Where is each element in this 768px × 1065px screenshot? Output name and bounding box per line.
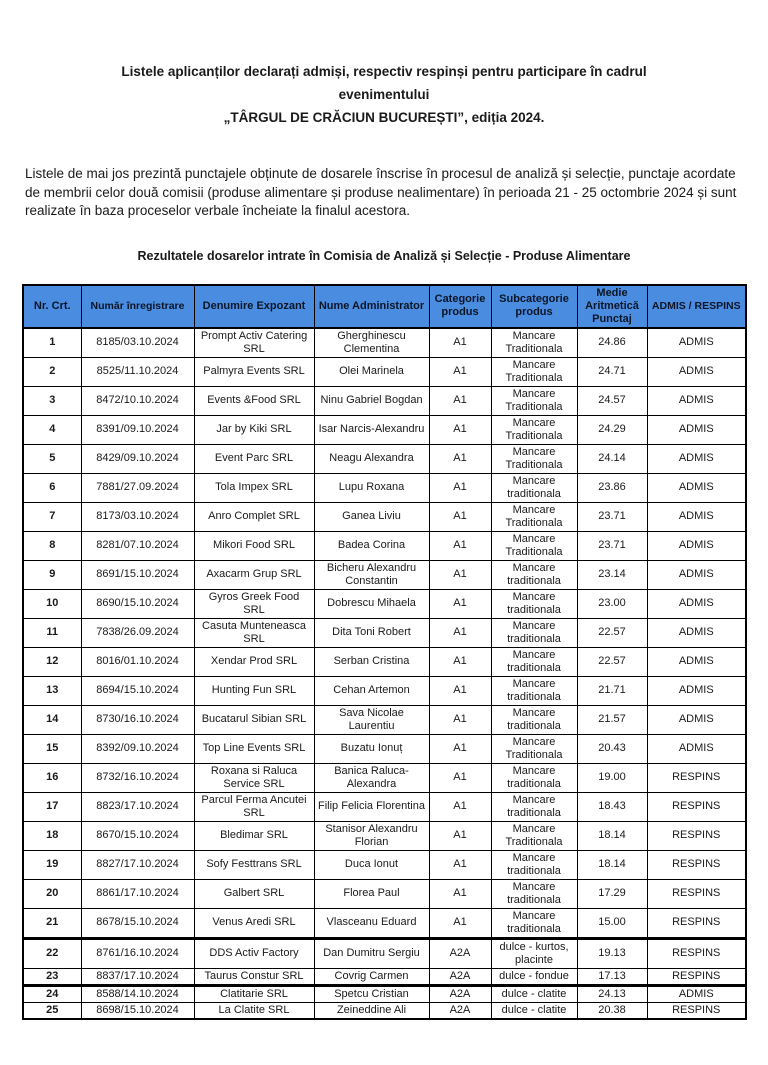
cell-nume-administrator: Sava Nicolae Laurentiu (314, 705, 429, 734)
cell-denumire-expozant: Bucatarul Sibian SRL (194, 705, 314, 734)
cell-denumire-expozant: Events &Food SRL (194, 386, 314, 415)
cell-subcategorie-produs: Mancare Traditionala (491, 502, 577, 531)
table-row (23, 850, 746, 879)
document-title-line2: „TÂRGUL DE CRĂCIUN BUCUREȘTI”, ediția 2024. (223, 110, 545, 125)
cell-nume-administrator: Stanisor Alexandru Florian (314, 821, 429, 850)
cell-denumire-expozant: Prompt Activ Catering SRL (194, 328, 314, 358)
cell-nume-administrator: Duca Ionut (314, 850, 429, 879)
cell-medie: 23.71 (577, 531, 647, 560)
cell-medie: 24.13 (577, 985, 647, 1002)
cell-medie: 19.13 (577, 938, 647, 968)
cell-subcategorie-produs: Mancare traditionala (491, 618, 577, 647)
cell-numar-inregistrare: 8761/16.10.2024 (81, 938, 194, 968)
cell-nr: 20 (23, 879, 81, 908)
table-row (23, 647, 746, 676)
cell-status: RESPINS (647, 968, 746, 985)
cell-nume-administrator: Buzatu Ionuț (314, 734, 429, 763)
table-row (23, 618, 746, 647)
cell-numar-inregistrare: 8827/17.10.2024 (81, 850, 194, 879)
cell-categorie-produs: A1 (429, 879, 491, 908)
cell-subcategorie-produs: Mancare traditionala (491, 879, 577, 908)
cell-numar-inregistrare: 8691/15.10.2024 (81, 560, 194, 589)
cell-nume-administrator: Vlasceanu Eduard (314, 908, 429, 938)
table-row (23, 328, 746, 358)
cell-categorie-produs: A1 (429, 763, 491, 792)
cell-subcategorie-produs: Mancare Traditionala (491, 734, 577, 763)
cell-medie: 24.86 (577, 328, 647, 358)
cell-numar-inregistrare: 8823/17.10.2024 (81, 792, 194, 821)
cell-subcategorie-produs: Mancare traditionala (491, 908, 577, 938)
cell-denumire-expozant: Top Line Events SRL (194, 734, 314, 763)
cell-categorie-produs: A1 (429, 792, 491, 821)
cell-status: RESPINS (647, 792, 746, 821)
cell-nr: 18 (23, 821, 81, 850)
cell-nume-administrator: Filip Felicia Florentina (314, 792, 429, 821)
cell-nr: 12 (23, 647, 81, 676)
cell-subcategorie-produs: dulce - kurtos, placinte (491, 938, 577, 968)
cell-medie: 17.29 (577, 879, 647, 908)
cell-denumire-expozant: Sofy Festtrans SRL (194, 850, 314, 879)
cell-subcategorie-produs: Mancare Traditionala (491, 328, 577, 358)
cell-medie: 17.13 (577, 968, 647, 985)
cell-medie: 24.71 (577, 357, 647, 386)
cell-numar-inregistrare: 8678/15.10.2024 (81, 908, 194, 938)
cell-status: ADMIS (647, 705, 746, 734)
cell-nume-administrator: Florea Paul (314, 879, 429, 908)
cell-status: ADMIS (647, 473, 746, 502)
cell-status: RESPINS (647, 850, 746, 879)
cell-medie: 24.57 (577, 386, 647, 415)
cell-medie: 23.71 (577, 502, 647, 531)
cell-subcategorie-produs: Mancare traditionala (491, 589, 577, 618)
cell-numar-inregistrare: 8861/17.10.2024 (81, 879, 194, 908)
cell-nume-administrator: Gherghinescu Clementina (314, 328, 429, 358)
table-row (23, 676, 746, 705)
table-row (23, 792, 746, 821)
cell-medie: 22.57 (577, 618, 647, 647)
cell-numar-inregistrare: 8472/10.10.2024 (81, 386, 194, 415)
cell-denumire-expozant: Palmyra Events SRL (194, 357, 314, 386)
cell-numar-inregistrare: 8588/14.10.2024 (81, 985, 194, 1002)
table-row (23, 985, 746, 1002)
cell-denumire-expozant: Hunting Fun SRL (194, 676, 314, 705)
cell-status: ADMIS (647, 502, 746, 531)
cell-numar-inregistrare: 8392/09.10.2024 (81, 734, 194, 763)
cell-nume-administrator: Spetcu Cristian (314, 985, 429, 1002)
cell-categorie-produs: A1 (429, 676, 491, 705)
cell-nr: 6 (23, 473, 81, 502)
table-row (23, 705, 746, 734)
cell-categorie-produs: A2A (429, 1002, 491, 1019)
cell-categorie-produs: A2A (429, 938, 491, 968)
cell-subcategorie-produs: Mancare traditionala (491, 647, 577, 676)
cell-categorie-produs: A1 (429, 705, 491, 734)
table-body (23, 328, 746, 1020)
cell-nr: 4 (23, 415, 81, 444)
cell-categorie-produs: A1 (429, 618, 491, 647)
cell-status: ADMIS (647, 386, 746, 415)
cell-categorie-produs: A1 (429, 734, 491, 763)
table-row (23, 415, 746, 444)
cell-categorie-produs: A2A (429, 985, 491, 1002)
cell-status: ADMIS (647, 415, 746, 444)
cell-nume-administrator: Ganea Liviu (314, 502, 429, 531)
cell-nr: 5 (23, 444, 81, 473)
cell-nr: 14 (23, 705, 81, 734)
cell-subcategorie-produs: Mancare Traditionala (491, 821, 577, 850)
cell-status: ADMIS (647, 328, 746, 358)
column-header-4: Nume Administrator (314, 285, 429, 328)
cell-subcategorie-produs: Mancare traditionala (491, 792, 577, 821)
cell-status: RESPINS (647, 879, 746, 908)
cell-numar-inregistrare: 8281/07.10.2024 (81, 531, 194, 560)
cell-categorie-produs: A1 (429, 415, 491, 444)
cell-numar-inregistrare: 8698/15.10.2024 (81, 1002, 194, 1019)
cell-status: RESPINS (647, 908, 746, 938)
table-row (23, 879, 746, 908)
cell-denumire-expozant: Parcul Ferma Ancutei SRL (194, 792, 314, 821)
table-row (23, 938, 746, 968)
cell-numar-inregistrare: 8670/15.10.2024 (81, 821, 194, 850)
cell-medie: 18.43 (577, 792, 647, 821)
cell-categorie-produs: A2A (429, 968, 491, 985)
cell-status: ADMIS (647, 357, 746, 386)
cell-nume-administrator: Lupu Roxana (314, 473, 429, 502)
cell-nr: 21 (23, 908, 81, 938)
column-header-6: Subcategorie produs (491, 285, 577, 328)
table-row (23, 589, 746, 618)
cell-medie: 23.14 (577, 560, 647, 589)
cell-denumire-expozant: Jar by Kiki SRL (194, 415, 314, 444)
cell-nume-administrator: Badea Corina (314, 531, 429, 560)
cell-nume-administrator: Dan Dumitru Sergiu (314, 938, 429, 968)
cell-nr: 19 (23, 850, 81, 879)
cell-categorie-produs: A1 (429, 328, 491, 358)
cell-nume-administrator: Dita Toni Robert (314, 618, 429, 647)
cell-nr: 1 (23, 328, 81, 358)
table-row (23, 763, 746, 792)
cell-status: ADMIS (647, 676, 746, 705)
cell-denumire-expozant: Clatitarie SRL (194, 985, 314, 1002)
cell-denumire-expozant: Tola Impex SRL (194, 473, 314, 502)
cell-categorie-produs: A1 (429, 589, 491, 618)
cell-nume-administrator: Zeineddine Ali (314, 1002, 429, 1019)
table-row (23, 821, 746, 850)
cell-denumire-expozant: Venus Aredi SRL (194, 908, 314, 938)
cell-status: ADMIS (647, 734, 746, 763)
section-title: Rezultatele dosarelor intrate în Comisia de Analiză și Selecție - Produse Alimentare (137, 248, 631, 263)
cell-nr: 15 (23, 734, 81, 763)
cell-status: ADMIS (647, 985, 746, 1002)
cell-subcategorie-produs: Mancare Traditionala (491, 444, 577, 473)
cell-medie: 18.14 (577, 850, 647, 879)
cell-subcategorie-produs: dulce - fondue (491, 968, 577, 985)
document-title (0, 60, 768, 129)
cell-nr: 8 (23, 531, 81, 560)
cell-status: ADMIS (647, 618, 746, 647)
cell-denumire-expozant: Anro Complet SRL (194, 502, 314, 531)
intro-paragraph: Listele de mai jos prezintă punctajele obținute de dosarele înscrise în procesul de analiză și selecție, punctaje acordate de membrii celor două comisii (produse alimentare și produse nealimentare) în perioada 21 - 25 octombrie 2024 și sunt realizate în baza proceselor verbale încheiate la finalul acestora. (25, 166, 737, 218)
table-row (23, 531, 746, 560)
cell-numar-inregistrare: 8732/16.10.2024 (81, 763, 194, 792)
cell-subcategorie-produs: Mancare traditionala (491, 676, 577, 705)
cell-numar-inregistrare: 8391/09.10.2024 (81, 415, 194, 444)
table-row (23, 357, 746, 386)
cell-status: ADMIS (647, 647, 746, 676)
document-title-line1: Listele aplicanților declarați admiși, respectiv respinși pentru participare în cadrul evenimentului (121, 64, 647, 102)
cell-subcategorie-produs: Mancare traditionala (491, 473, 577, 502)
cell-medie: 19.00 (577, 763, 647, 792)
column-header-3: Denumire Expozant (194, 285, 314, 328)
cell-medie: 24.14 (577, 444, 647, 473)
cell-nume-administrator: Olei Marinela (314, 357, 429, 386)
cell-nr: 23 (23, 968, 81, 985)
cell-nume-administrator: Ninu Gabriel Bogdan (314, 386, 429, 415)
table-row (23, 968, 746, 985)
cell-categorie-produs: A1 (429, 647, 491, 676)
cell-denumire-expozant: Axacarm Grup SRL (194, 560, 314, 589)
table-row (23, 444, 746, 473)
table-row (23, 734, 746, 763)
column-header-7: Medie Aritmetică Punctaj (577, 285, 647, 328)
cell-denumire-expozant: Taurus Constur SRL (194, 968, 314, 985)
cell-subcategorie-produs: Mancare traditionala (491, 560, 577, 589)
table-row (23, 560, 746, 589)
cell-categorie-produs: A1 (429, 473, 491, 502)
table-row (23, 473, 746, 502)
cell-categorie-produs: A1 (429, 531, 491, 560)
cell-medie: 18.14 (577, 821, 647, 850)
cell-denumire-expozant: Bledimar SRL (194, 821, 314, 850)
column-header-5: Categorie produs (429, 285, 491, 328)
cell-subcategorie-produs: Mancare traditionala (491, 705, 577, 734)
cell-medie: 21.71 (577, 676, 647, 705)
cell-subcategorie-produs: dulce - clatite (491, 1002, 577, 1019)
cell-nr: 13 (23, 676, 81, 705)
cell-subcategorie-produs: Mancare Traditionala (491, 386, 577, 415)
cell-medie: 22.57 (577, 647, 647, 676)
cell-numar-inregistrare: 8429/09.10.2024 (81, 444, 194, 473)
cell-denumire-expozant: Roxana si Raluca Service SRL (194, 763, 314, 792)
table-row (23, 502, 746, 531)
cell-nume-administrator: Covrig Carmen (314, 968, 429, 985)
cell-denumire-expozant: Galbert SRL (194, 879, 314, 908)
cell-categorie-produs: A1 (429, 850, 491, 879)
cell-medie: 20.43 (577, 734, 647, 763)
cell-medie: 20.38 (577, 1002, 647, 1019)
table-row (23, 908, 746, 938)
column-header-2: Număr înregistrare (81, 285, 194, 328)
cell-medie: 21.57 (577, 705, 647, 734)
cell-subcategorie-produs: Mancare Traditionala (491, 357, 577, 386)
cell-nume-administrator: Serban Cristina (314, 647, 429, 676)
cell-status: ADMIS (647, 560, 746, 589)
results-table (22, 284, 747, 1021)
cell-nr: 3 (23, 386, 81, 415)
cell-nume-administrator: Isar Narcis-Alexandru (314, 415, 429, 444)
cell-numar-inregistrare: 8730/16.10.2024 (81, 705, 194, 734)
cell-status: RESPINS (647, 938, 746, 968)
cell-numar-inregistrare: 8690/15.10.2024 (81, 589, 194, 618)
cell-categorie-produs: A1 (429, 444, 491, 473)
cell-numar-inregistrare: 8173/03.10.2024 (81, 502, 194, 531)
cell-numar-inregistrare: 7838/26.09.2024 (81, 618, 194, 647)
cell-subcategorie-produs: Mancare Traditionala (491, 415, 577, 444)
cell-denumire-expozant: Event Parc SRL (194, 444, 314, 473)
column-header-1: Nr. Crt. (23, 285, 81, 328)
cell-categorie-produs: A1 (429, 502, 491, 531)
cell-status: RESPINS (647, 821, 746, 850)
cell-nume-administrator: Neagu Alexandra (314, 444, 429, 473)
cell-nr: 17 (23, 792, 81, 821)
cell-medie: 23.86 (577, 473, 647, 502)
cell-categorie-produs: A1 (429, 386, 491, 415)
cell-nr: 10 (23, 589, 81, 618)
cell-nr: 2 (23, 357, 81, 386)
cell-denumire-expozant: Gyros Greek Food SRL (194, 589, 314, 618)
cell-status: RESPINS (647, 1002, 746, 1019)
cell-nr: 9 (23, 560, 81, 589)
cell-status: RESPINS (647, 763, 746, 792)
cell-medie: 23.00 (577, 589, 647, 618)
cell-subcategorie-produs: Mancare traditionala (491, 850, 577, 879)
cell-nume-administrator: Banica Raluca-Alexandra (314, 763, 429, 792)
cell-denumire-expozant: DDS Activ Factory (194, 938, 314, 968)
cell-nr: 25 (23, 1002, 81, 1019)
cell-numar-inregistrare: 7881/27.09.2024 (81, 473, 194, 502)
cell-numar-inregistrare: 8185/03.10.2024 (81, 328, 194, 358)
cell-medie: 15.00 (577, 908, 647, 938)
cell-nr: 16 (23, 763, 81, 792)
cell-numar-inregistrare: 8016/01.10.2024 (81, 647, 194, 676)
cell-categorie-produs: A1 (429, 560, 491, 589)
table-header-row (23, 285, 746, 328)
cell-subcategorie-produs: dulce - clatite (491, 985, 577, 1002)
cell-medie: 24.29 (577, 415, 647, 444)
cell-status: ADMIS (647, 531, 746, 560)
cell-nr: 24 (23, 985, 81, 1002)
cell-numar-inregistrare: 8694/15.10.2024 (81, 676, 194, 705)
cell-denumire-expozant: La Clatite SRL (194, 1002, 314, 1019)
column-header-8: ADMIS / RESPINS (647, 285, 746, 328)
cell-nume-administrator: Bicheru Alexandru Constantin (314, 560, 429, 589)
cell-nr: 7 (23, 502, 81, 531)
cell-categorie-produs: A1 (429, 908, 491, 938)
cell-denumire-expozant: Mikori Food SRL (194, 531, 314, 560)
cell-categorie-produs: A1 (429, 357, 491, 386)
cell-subcategorie-produs: Mancare traditionala (491, 763, 577, 792)
cell-denumire-expozant: Casuta Munteneasca SRL (194, 618, 314, 647)
cell-nr: 22 (23, 938, 81, 968)
cell-numar-inregistrare: 8837/17.10.2024 (81, 968, 194, 985)
cell-status: ADMIS (647, 589, 746, 618)
cell-categorie-produs: A1 (429, 821, 491, 850)
table-row (23, 386, 746, 415)
document-page (0, 60, 768, 1065)
cell-subcategorie-produs: Mancare Traditionala (491, 531, 577, 560)
cell-status: ADMIS (647, 444, 746, 473)
cell-denumire-expozant: Xendar Prod SRL (194, 647, 314, 676)
cell-nr: 11 (23, 618, 81, 647)
cell-nume-administrator: Cehan Artemon (314, 676, 429, 705)
cell-numar-inregistrare: 8525/11.10.2024 (81, 357, 194, 386)
cell-nume-administrator: Dobrescu Mihaela (314, 589, 429, 618)
